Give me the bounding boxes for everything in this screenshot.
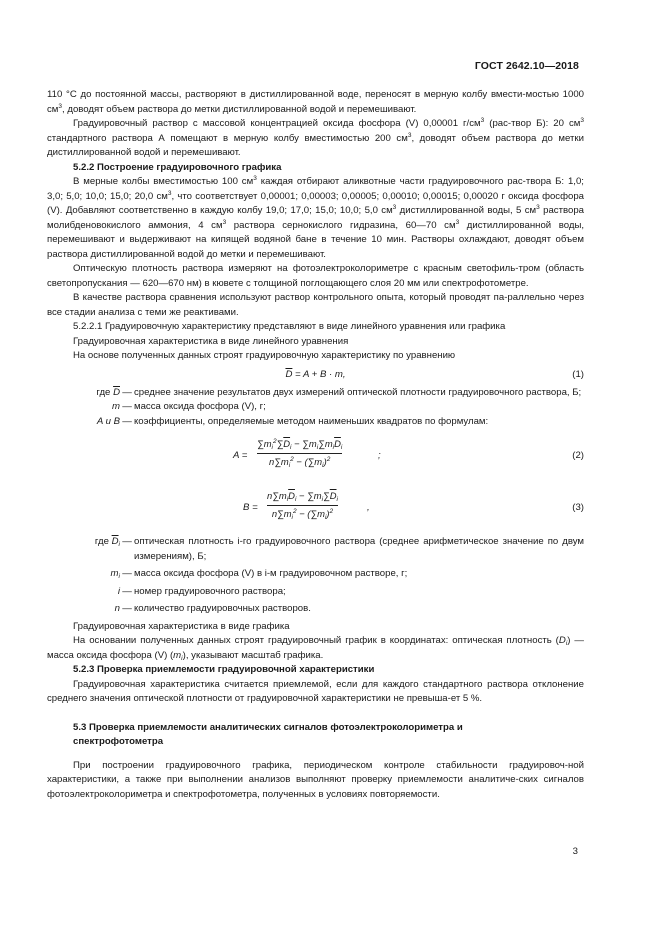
equation-3-fraction: $n\sum m_i\overline{D}_i - \sum m_i\sum\overline{D}_i$ $n\sum m_i^2 - (\sum m_i)^2$ [267,490,338,521]
definition-row: $m_i$ — масса оксида фосфора (V) в i-м градуировочном растворе, г; [110,568,408,580]
equation-2: A = $\sum m_i^2\sum\overline{D}_i - \sum m_i\sum m_i\overline{D}_i$ $n\sum m_i^2 - (\sum m_i)^2$ ; (2) [233,438,584,469]
document-body [47,88,584,802]
paragraph: Оптическую плотность раствора измеряют на фотоэлектроколориметре с красным светофиль-тром (область светопропускания — 620—670 нм) в кювете с толщиной поглощающего слоя 20 мм или спектрофотометре. [47,263,584,289]
paragraph: Градуировочная характеристика в виде графика [73,620,290,632]
section-heading: 5.3 Проверка приемлемости аналитических сигналов фотоэлектроколориметра и спектрофотометра [73,721,463,747]
paragraph: 5.2.2.1 Градуировочную характеристику представляют в виде линейного уравнения или графика [73,321,506,332]
equation-number: (2) [572,450,584,461]
equation-1 [47,364,584,386]
paragraph: Градуировочная характеристика считается приемлемой, если для каждого стандартного раствора отклонение среднего значения оптической плотности от градуировочной характеристики не превыша-ет 5 %. [47,678,584,704]
page-number: 3 [572,846,578,857]
section-heading: 5.2.3 Проверка приемлемости градуировочной характеристики [73,664,375,675]
definition-row: i — номер градуировочного раствора; [117,585,286,597]
paragraph: Градуировочный раствор с массовой концентрацией оксида фосфора (V) 0,00001 $г/см^3$ (рас-твор Б): 20 $см^3$ стандартного раствора А помещают в мерную колбу вместимостью 200 $см^3$, доводят объем раствора до метки дистиллированной водой и перемешивают. [47,117,584,158]
paragraph: На основании полученных данных строят градуировочный график в координатах: оптическая плотность $(D_i)$ — масса оксида фосфора (V) $(m_i)$, указывают масштаб графика. [47,635,584,662]
equation-number: (1) [572,368,584,380]
paragraph: Градуировочная характеристика в виде линейного уравнения [73,335,349,347]
definition-row: m — масса оксида фосфора (V), г; [112,401,266,412]
equation-1-body: $\overline{D} = A + B \cdot m$, [285,368,346,380]
paragraph: В мерные колбы вместимостью 100 $см^3$ каждая отбирают аликвотные части градуировочного рас-твора Б: 1,0; 3,0; 5,0; 10,0; 15,0; 20,0 $см^3$, что соответствует 0,00001; 0,00003; 0,00005; 0,00010; 0,00015; 0,00020 г оксида фосфора (V). Добавляют соответственно в каждую колбу 19,0; 17,0; 15,0; 10,0; 5,0 $см^3$ дистиллированной воды, 5 $см^3$ раствора молибденовокислого аммония, 4 $см^3$ раствора сернокислого гидразина, 60—70 $см^3$ дистиллированной воды, перемешивают и выдерживают на кипящей водяной бане в течение 10 мин. Растворы охлаждают, доводят объем раствора дистиллированной водой до метки и перемешивают. [47,175,585,260]
definition-row: A и B — коэффициенты, определяемые методом наименьших квадратов по формулам: [96,415,489,427]
equation-3: B = $n\sum m_i\overline{D}_i - \sum m_i\sum\overline{D}_i$ $n\sum m_i^2 - (\sum m_i)^2$ , (3) [243,490,584,521]
standard-header: ГОСТ 2642.10—2018 [474,60,579,72]
equation-number: (3) [572,502,584,513]
paragraph: При построении градуировочного графика, периодическом контроле стабильности градуировоч-ной характеристики, а также при выполнении анализов выполняют проверку приемлемости аналитиче-ских сигналов фотоэлектроколориметра и спектрофотометра, полученных в условиях повторяемости. [47,759,584,800]
paragraph: В качестве раствора сравнения используют раствор контрольного опыта, который проводят па-раллельно через все стадии анализа с теми же реактивами. [47,292,584,318]
paragraph: 110 °C до постоянной массы, растворяют в дистиллированной воде, переносят в мерную колбу вмести-мостью 1000 $см^3$, доводят объем раствора до метки дистиллированной водой и перемешивают. [47,89,584,115]
section-heading: 5.2.2 Построение градуировочного графика [73,161,282,173]
paragraph: На основе полученных данных строят градуировочную характеристику по уравнению [73,350,456,361]
definition-row: n — количество градуировочных растворов. [114,603,311,614]
definition-row: где $\overline{D}_i$ — оптическая плотность i-го градуировочного раствора (среднее арифметическое значение по двум измерениям), Б; [94,536,584,562]
definition-row: где $\overline{D}$ — среднее значение результатов двух измерений оптической плотности градуировочного раствора, Б; [96,386,582,398]
equation-2-fraction: $\sum m_i^2\sum\overline{D}_i - \sum m_i\sum m_i\overline{D}_i$ $n\sum m_i^2 - (\sum m_i)^2$ [257,438,343,469]
